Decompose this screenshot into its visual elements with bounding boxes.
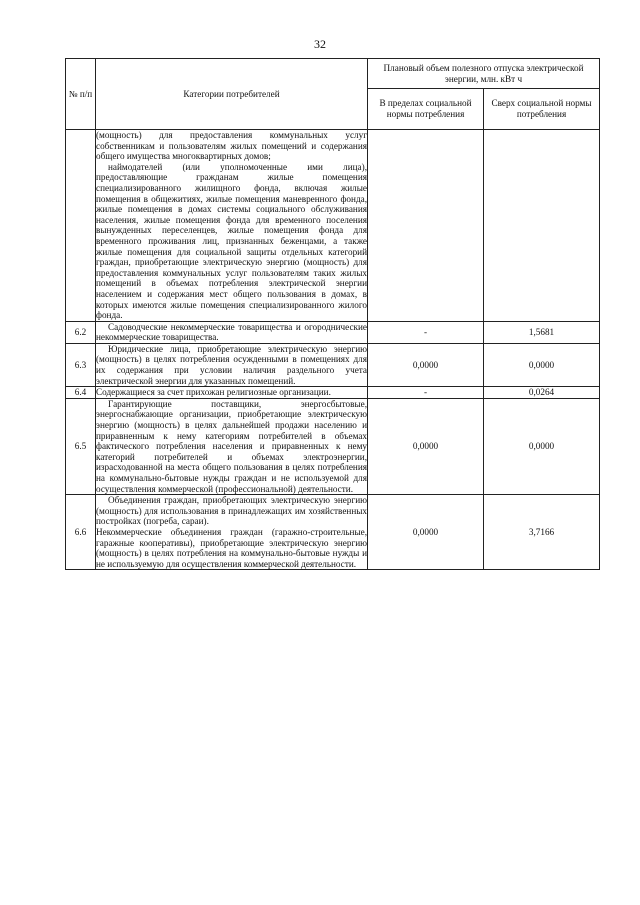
row-within-value: 0,0000 (368, 343, 484, 386)
consumption-table (65, 58, 600, 570)
page-number: 32 (314, 37, 326, 51)
row-number: 6.3 (66, 343, 96, 386)
row-category (96, 343, 368, 386)
row-above-value: 3,7166 (484, 495, 600, 570)
table-row (66, 343, 600, 386)
row-above-value (484, 130, 600, 322)
row-above-value: 0,0000 (484, 398, 600, 494)
table-row (66, 398, 600, 494)
category-paragraph: Содержащиеся за счет прихожан религиозные организации. (96, 387, 331, 398)
category-paragraph: Некоммерческие объединения граждан (гаражно-строительные, гаражные кооперативы), приобретающие электрическую энергию (мощность) в целях потребления на коммунально-бытовые нужды и не используемую для осуществления коммерческой деятельности. (96, 526, 367, 569)
header-volume: Плановый объем полезного отпуска электрической энергии, млн. кВт ч (368, 59, 600, 89)
table-row (66, 321, 600, 343)
row-category (96, 387, 368, 399)
table-row (66, 130, 600, 322)
row-category (96, 398, 368, 494)
row-above-value: 0,0264 (484, 387, 600, 399)
row-within-value: 0,0000 (368, 398, 484, 494)
row-above-value: 1,5681 (484, 321, 600, 343)
row-category (96, 495, 368, 570)
row-category (96, 321, 368, 343)
row-above-value: 0,0000 (484, 343, 600, 386)
table-row (66, 495, 600, 570)
row-number (66, 130, 96, 322)
category-paragraph: Юридические лица, приобретающие электрическую энергию (мощность) в целях потребления осужденными в помещениях для их содержания при условии наличия раздельного учета электрической энергии для указанных помещений. (96, 343, 367, 386)
category-paragraph: Садоводческие некоммерческие товарищества и огороднические некоммерческие товарищества. (96, 321, 367, 343)
category-paragraph: (мощность) для предоставления коммунальных услуг собственникам и пользователям жилых помещений и содержания общего имущества многоквартирных домов; (96, 130, 367, 162)
row-within-value: - (368, 387, 484, 399)
category-paragraph: Объединения граждан, приобретающих электрическую энергию (мощность) для использования в принадлежащих им хозяйственных постройках (погреба, сараи). (96, 495, 367, 527)
header-category: Категории потребителей (96, 59, 368, 130)
header-above-norm: Сверх социальной нормы потребления (484, 89, 600, 130)
row-number: 6.2 (66, 321, 96, 343)
category-paragraph: наймодателей (или уполномоченные ими лица), предоставляющие гражданам жилые помещения специализированного жилищного фонда, включая жилые помещения в общежитиях, жилые помещения маневренного фонда, жилые помещения в домах системы социального обслуживания населения, жилые помещения фонда для временного поселения вынужденных переселенцев, жилые помещения фонда для временного проживания лиц, признанных беженцами, а также жилые помещения для социальной защиты отдельных категорий граждан, приобретающие электрическую энергию (мощность) для предоставления коммунальных услуг пользователям таких жилых помещений в объемах потребления электрической энергии населением и содержания мест общего пользования в домах, в которых имеются жилые помещения специализированного жилого фонда. (96, 161, 367, 321)
row-within-value: - (368, 321, 484, 343)
row-number: 6.5 (66, 398, 96, 494)
header-num: № п/п (66, 59, 96, 130)
row-number: 6.6 (66, 495, 96, 570)
table-row (66, 387, 600, 399)
row-within-value (368, 130, 484, 322)
header-within-norm: В пределах социальной нормы потребления (368, 89, 484, 130)
row-within-value: 0,0000 (368, 495, 484, 570)
category-paragraph: Гарантирующие поставщики, энергосбытовые, энергоснабжающие организации, приобретающие электрическую энергию (мощность) в целях дальнейшей продажи населению и приравненным к нему категориям потребителей в объемах фактического потребления населения и приравненных к нему категорий потребителей и объемах электроэнергии, израсходованной на места общего пользования в целях потребления на коммунально-бытовые нужды граждан и не используемой для осуществления коммерческой (профессиональной) деятельности. (96, 398, 367, 494)
row-number: 6.4 (66, 387, 96, 399)
row-category (96, 130, 368, 322)
